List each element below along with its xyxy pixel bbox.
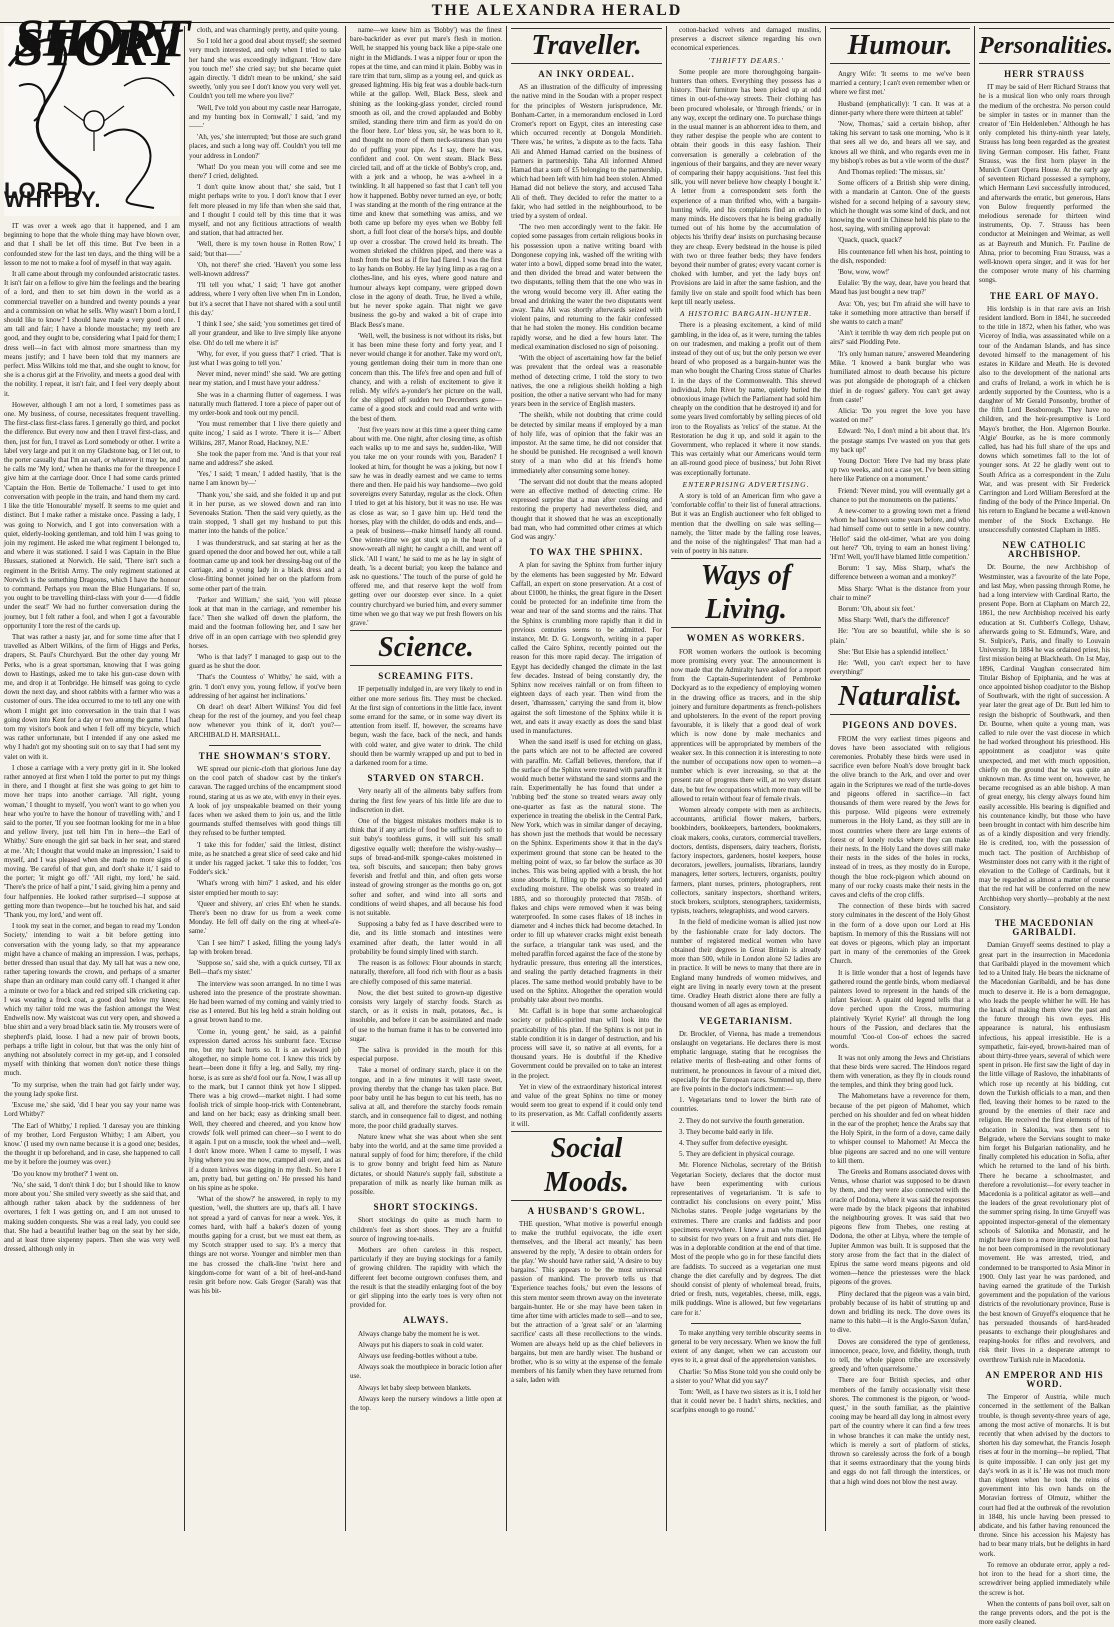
paragraph: FOR women workers the outlook is becoming more promising every year. The announcement is now made that the Admiralty have asked for a report from the Captain-Superintendent of Pembroke Dockyard as to the expediency of employing women in the drawing office as tracers, and in the ship joinery and furniture departments as french-polishers and upholsterers. In the event of the report proving favourable, it is likely that a good deal of work which is now done by male mechanics and apprentices will be appropriated by members of the weaker sex. In this connection it is interesting to note the number of occupations now open to women—a number which is ever increasing, so that at the present rate of progress there will, at no very distant date, be but few occupations which more man will be allowed to retain without fear of female rivals. xyxy=(671,647,821,803)
husbands-growl-article xyxy=(511,1220,662,1386)
paragraph: Ava: 'Oh, yes; but I'm afraid she will have to take it something more attractive than herself if she wants to catch a man!' xyxy=(830,299,970,327)
paragraph: Doves are considered the type of gentleness, innocence, peace, love, and fidelity, though, truth to tell, the whole pigeon tribe are excessively greedy and 'often quarrelsome.' xyxy=(830,1337,970,1374)
paragraph: She: 'But Elsie has a splendid intellect.' xyxy=(838,647,949,656)
paragraph: Borum: 'I say, Miss Sharp, what's the difference between a woman and a monkey?' xyxy=(830,564,970,582)
emperor-heading: AN EMPEROR AND HIS WORD. xyxy=(985,1369,1104,1390)
paragraph: FROM the very earliest times pigeons and doves have been associated with religious ceremonies. Probably these birds were used in sacrifice even before Noah's dove brought back the olive branch to the Ark, and over and over again in the Scriptures we read of the turtle-doves and pigeons offered in sacrifice—in fact thousands of them were reared by the Jews for this purpose. Wild pigeons were extremely numerous in the Holy Land, as they still are in most countries where there are large extents of forest or of lonely rocks where they can make their nests. In the Holy Land the doves still make their nests in the sides of the holes in rocks, instead of in trees, as they mostly do in Europe, though the blue rock-pigeon which abound on many of our rocky coasts make their nests in the caves and clefts of the crop cliffs. xyxy=(830,734,970,900)
paragraph: Always soak the mouthpiece in boracic lotion after use. xyxy=(350,1363,502,1381)
mayo-article xyxy=(979,305,1110,535)
paragraph: So I told her a good deal about myself; she seemed very much interested, and only when I tried to take her hand she was exceedingly indignant. 'How dare you touch me!' she cried say; but she became quiet again directly. 'I didn't mean to be unkind,' she said sweetly, 'only you see I don't know you very well yet. Couldn't you tell me where you live?' xyxy=(189,37,341,101)
paragraph: 'I'll tell you what,' I said; 'I have got another address, where I very often live when I'm in London, but it's a secret that I have not shared with a soul until this day.' xyxy=(189,281,341,317)
science-heading: Science. xyxy=(350,630,502,666)
paragraph: Mr. Caffall is in hope that some archaeological society or public-spirited man will look into the practicability of his plan. If the Sphinx is not put in stable condition it is in danger of destruction, and his process will save it, so native at all events, for a thousand years. He is doubtful if the Khedive Government could be prevailed on to take an interest in the project. xyxy=(511,1007,662,1080)
paragraph: And Thomas replied: 'The missus, sir.' xyxy=(838,168,946,177)
vegetarianism-article xyxy=(671,1030,821,1318)
archbishop-article xyxy=(979,563,1110,913)
paragraph: When the sand itself is used for etching on glass, the parts which are not to be affected are covered with paraffin. Mr. Caffall believes, therefore, that if the surface of the Sphinx were treated with paraffin it would much better withstand the sand storms and the rain. Experimentally he has found that under a 'rubbing bed' the stone so treated wears away only one-quarter as fast as the natural stone. The experience in treating the obelisk in the Central Park, New York, which was in similar danger of decaying, has shown just the methods that would be necessary on the Sphinx. Experiments show it that in the day's experiment ground that stone can be heated to the melting point of wax, so far below the surface as 30 inches. This was being applied with a brush, the hot stone absorbs it, filling up the pores completely and excluding moisture. The obelisk was so treated in 1885, and so thoroughly protected that 785lb. of flakes and chips were removed when it was being waterproofed. In some cases flakes of 18 inches in diameter and 4 inches thick had become detached. In order to fill up whatever cracks might exist beneath the surface, a triangular tank was used, and the melted paraffin forced against the face of the stone by hydraulic pressure, thus entering all the interstices, and sealing the partly detached fragments in their places. The same method would probably have to be used on the Sphinx. Altogether the operation would probably take about two months. xyxy=(511,738,662,1004)
stockings-heading: SHORT STOCKINGS. xyxy=(373,1202,479,1213)
always-article xyxy=(350,1330,502,1414)
story-author: LORD WHITBY. xyxy=(4,177,102,212)
paragraph: Young Doctor: 'Here I've had my brass plate up two weeks, and not a case yet. I've been sitting here like Patience on a monument.' xyxy=(830,456,970,484)
paragraph: A plan for saving the Sphinx from further injury by the elements has been suggested by Mr. Edward Caffall, an expert on stone preservation. At a cost of about £1000, he thinks, the great figure in the Desert could be protected for an indefinite time from the wear and tear of the sand storms and the rains. That the Sphinx is crumbling more rapidly than it did in previous centuries seems to be admitted. For instance, Mr. D. G. Longworth, writing in a paper called the Cairo Sphinx, recently pointed out the reason for this more rapid decay. The irrigation of Egypt has decidedly changed the climate in the last few decades. Instead of being constantly dry, the Sphinx now receives rainfall or on from fifteen to eighteen days of each year. Then wind from the desert, 'dhamsssen,' carrying the sand from it, blow against the soft limestone of the Sphinx while it is wet, and eats it away exactly as does the sand blast used in manufactures. xyxy=(511,561,662,736)
paragraph: 'Why, for ever, if you guess that?' I cried. 'That is just what I was going to tell you.' xyxy=(189,349,341,367)
inky-ordeal-article xyxy=(511,83,662,542)
paragraph: Nature knew what she was about when she sent baby into the world, and at the same time provided a natural supply of food for him; therefore, if the child is to grow bonny and bright feed him as Nature dictates, or should Nature's supply fail, substitute a preparation of milk as nearly like human milk as possible. xyxy=(350,1132,502,1196)
paragraph: Eulalie: 'By the way, dear, have you heard that Maud has just bought a new trap?' xyxy=(830,279,970,297)
paragraph: Mothers are often careless in this respect, particularly if they are buying stockings for a family of growing children. The rapidity with which the different feet become outgrown confuses them, and the result is that the steadily enlarging foot of the boy or girl slipping into the early toes is very often not provided for. xyxy=(350,1245,502,1310)
paragraph: 'Thank you,' she said, and she folded it up and put it in her purse, as we slowed down and ran into Sevenoaks Station. 'Then the said very quietly, as the train stopped, 'I shall get my husband to put this matter into the hands of the police.' xyxy=(189,490,341,536)
paragraph: Always let baby sleep between blankets. xyxy=(358,1383,472,1392)
paragraph: One of the biggest mistakes mothers make is to think that if any article of food be sufficiently soft to suit baby's toothless gums, it will suit his small digestive equally well; therefore the wishy-washy—sups of bread-and-milk sponge-cakes moistened in tea, soft biscuits, and saucepan; then baby grows feverish and fretful and thin, and often gets worse instead of growing stronger as the months go on, got softer and softer, and wind into all sorts and conditions of weird shapes, and all because his food is not suitable. xyxy=(350,817,502,918)
husbands-growl-heading: A HUSBAND'S GROWL. xyxy=(527,1205,646,1216)
paragraph: 'Can I see him?' I asked, filling the young lady's lap with broken bread. xyxy=(189,938,341,956)
paragraph: 1. Vegetarians tend to lower the birth rate of countries. xyxy=(671,1096,821,1114)
paragraph: 'The two men accordingly went to the fakir. He copied some passages from certain religious books in his possession upon a native writing board with Dongonese copying ink, washed off the writing with water into a bowl, dipped some bread into the water, and then divided the bread and water between the two disputants, telling them that the one who was in the wrong would become very ill. After eating the bread and drinking the water the two disputants went away. Taha Ali was shortly afterwards seized with violent pains, and returning to the fakir confessed that he had stolen the money. His condition became rapidly worse, and he died a few hours later. The medical examination disclosed no sign of poisoning. xyxy=(511,223,662,351)
thrifty-dears-article xyxy=(671,68,821,307)
advertising-heading: ENTERPRISING ADVERTISING. xyxy=(682,479,810,489)
paragraph: 'Queer and shivery, an' cries Eh! when he stands. There's been no draw for us from a week come Monday. He fell off daily on the ring at wheel-a'e-same.' xyxy=(189,899,341,936)
paragraph: Edward: 'No, I don't mind a bit about that. It's the postage stamps I've wasted on you that gets my back up!' xyxy=(830,427,970,454)
column-7 xyxy=(975,26,1114,1627)
paragraph: The Emperor of Austria, while much concerned in the settlement of the Balkan trouble, is though seventy-three years of age, among the most active of monarchs. It is but recently that when advised by the doctors to shorten his day somewhat, the Francis Joseph rises at four in the morning—he replied, 'That is quite impossible. I can only just get my day's work in as it is.' He was not much more than eighteen when he took the reins of government into his own hands on the Moravian fortress of Olmutz, whither the court had fled at the outbreak of the revolution in 1848, his uncle having been pressed to abdicate, and his father having renounced the throne. Since his accession his Majesty has had to bear many trials, but he delights in hard work. xyxy=(979,1393,1110,1558)
column-4 xyxy=(507,26,666,1531)
paragraph: 'You must remember that I live there quietly and quite incog,' I said as I wrote. 'There it is—' Albert Wilkins, 287, Manor Road, Hackney, N.E.' xyxy=(189,420,341,447)
paragraph: 'Bow, wow, wow!' xyxy=(838,268,890,277)
screaming-article xyxy=(350,685,502,768)
pigeons-article xyxy=(830,735,970,1487)
masthead: THE ALEXANDRA HERALD xyxy=(0,0,1114,23)
paragraph: Supposing a baby fed as I have described were to die, and its little stomach and intestines were examined after death, the latter would in all probability be found simply lined with starch. xyxy=(350,920,502,956)
paragraph: IT was over a week ago that it happened, and I am beginning to hope that the whole thing may have blown over, and that I shall be let off this time. But I've been in a confounded stew for the last ten days, and the thing will be a lesson to me not to make a fool of myself in that way again. xyxy=(4,222,180,267)
strauss-article xyxy=(979,83,1110,285)
paragraph: Oh dear! oh dear! Albert Wilkins! You did feel cheap for the rest of the journey, and you feel cheap now whenever you think of it, don't you?—ARCHIBALD H. MARSHALL. xyxy=(189,703,341,739)
paragraph: The Greeks and Romans associated doves with Venus, whose chariot was supposed to be drawn by them, and they were also connected with the oracle of Dodona, where it was said the responses were made by the black pigeons that inhabited the neighbouring groves. It was said that two pigeons flew from Thebes, one resting at Dodona, the other at Libya, where the temple of Jupiter Ammon was built. It is supposed that the story arose from the fact that in the dialect of Epirus the same word means pigeons and old women—hence the priestesses were the black pigeons of the groves. xyxy=(830,1167,970,1287)
traveller-heading: Traveller. xyxy=(511,28,662,64)
paragraph: Never mind, never mind!' she said. 'We are getting near my station, and I must have your address.' xyxy=(189,370,341,388)
paragraph: cloth, and was charmingly pretty, and quite young. xyxy=(197,26,339,34)
paragraph: Damian Gruyeff seems destined to play a great part in the insurrection in Macedonia that Garibaldi played in the movement which led to a United Italy. He bears the nickname of the Macedonian Garibaldi, and he has done much to deserve it. He is a born demagogue, who leads the people whither he will. He has the knack of making them view the past and the future through his own eyes. His appearance is natural, his enthusiasm infectious, his appeal irresistible. He is a sympathetic, fair-eyed, brown-haired man of about thirty-three years, several of which were spent in prison. He first saw the light of day in the little village of Raslovo, the inhabitants of which rose up recently at his bidding, cut down the Turkish officials to a man, and then fled, leaving their homes to be razed to the ground by the enemies of their race and religion. He received the first elements of his education in Salonika, was then sent to Belgrade, where the Servians sought to make him forget his Bulgarian nationality, and he finally completed his education in Sofia, after which he returned to the land of his birth. There he became a schoolmaster, and therefore a revolutionist—for every teacher in Macedonia is a political agitator as well—and the leaders of the great revolutionary plot of the summer spring rising. In time Gruyeff was appointed inspector-general of the elementary schools of Salonika and Monastir, and he might have risen to a more important post had he not been compromised in the revolutionary movement. He was arrested, tried, and condemned to be transported to Asia Minor in 1900. Only last year he was pardoned, and having earned the gratitude of the Turkish government and the population of the various districts of the revolutionary province, Ruse is the best known of Gruyeff's eloquence that he has persuaded thousands of hard-headed peasants to exchange their ploughshares and reaping-hooks for rifles and revolvers, and risk their lives in a desperate attempt to overthrow Turkish rule in Macedonia. xyxy=(979,941,1110,1364)
historic-bargain-article xyxy=(671,321,821,477)
paragraph: His countenance fell when his host, pointing to the dish, responded: xyxy=(830,247,970,265)
paragraph: The Mahometans have a reverence for them, because of the pet pigeon of Mahomet, which perched on his shoulder and fed on wheat hidden in the ear of the prophet; hence the Arabs say that the Holy Spirit, in the form of a dove, came daily to whisper counsel to Mahomet! At Mecca the blue pigeons are sacred and no one will venture to kill them. xyxy=(830,1092,970,1165)
women-workers-heading: WOMEN AS WORKERS. xyxy=(686,633,806,644)
story-continuation xyxy=(189,26,341,740)
garibaldi-article xyxy=(979,941,1110,1364)
paragraph: To make anything very terrible obscurity seems in general to be very necessary. When we know the full extent of any danger, when we can accustom our eyes to it, a great deal of the apprehension vanishes. xyxy=(671,1328,821,1365)
short-story-title-art xyxy=(4,8,190,216)
paragraph: 'Just five years now at this time a queer thing came about with me. One night, after closing time, as oftish each walks up to me and says he, sudden-like, 'Will you take me on your rounds with you, Baraden? I looked at him, for thought he was a joking, but now I saw he was in deadly earnest and we came to terms there and then. He paid his way handsome—two gold sovereigns every Saturday, regular as the clock. Often I tried to get at his history, but it was no use. He was as close as war, so I gave him up. He'd tend the horses, play with the childer, do odds and ends, and—a peak of business—make himself handy all round. One winter-time we got stuck up in the heart of a snow-wreath all night; he caught a chill, and went off slick. 'All I want,' he said to me as he lay in sight of death, 'is a decent burial; you keep the balance and ask no questions.' The touch of the purse of gold he offered me, and that reserve kept the wolf from getting over our doorstep ever since. In a quiet country churchyard we buried him, and every summer time when we go that way we put fresh flowers on his grave.' xyxy=(350,425,503,627)
starved-article xyxy=(350,787,502,1197)
paragraph: 5. They are deficient in physical courage. xyxy=(679,1150,795,1159)
wax-sphinx-heading: TO WAX THE SPHINX. xyxy=(529,547,644,558)
paragraph: Always keep the nursery windows a little open at the top. xyxy=(350,1394,502,1413)
paragraph: His lordship is in that rare avis an Irish resident landlord. Born in 1841, he succeeded to the title in 1872, when his father, who was Viceroy of India, was assassinated while on a tour of the Andaman Islands, and has since devoted himself to the management of his estates in Kildare and Meath. He is devoted also to the development of the national arts and crafts of Ireland, a work in which he is ardently supported by the Countess, who is a daughter of Mr Gerald Ponsonby, brother of the fifth Lord Bessborough. They have no children, and the heir-presumptive is Lord Mayo's brother, the Hon. Algernon Bourke. 'Algie' Bourke, as he is more commonly called, has had his full share of the ups and downs which sometimes fall to the lot of younger sons. At 22 he gladly went out to South Africa as a correspondent in the Zulu War, and was present with Sir Frederick Carrington and Lord William Beresford at the finding of the body of the Prince Imperial. On his return to England he became a well-known member of the Stock Exchange. He unsuccessfully contested Clapham in 1885. xyxy=(979,304,1110,534)
paragraph: However, although I am not a lord, I sometimes pass as one. My business, of course, necessitates frequent travelling. The first-class first-class fares. I generally go third, and pocket the difference. But every now and then I travel first-class, and then, just for fun, I travel as Lord somebody or other. I write a label very large and put it on my Gladstone bag, or I let out, to the porter casually that I'm an earl, or whatever it may be, and he calls me 'My lord,' when he thanks me for the threepence I give him at the carriage door. Once I had some cards printed 'Captain the Hon. Bertie de Tollemache.' I used to get into conversation with people in the train, and hand them my card. I like the title 'Honourable' myself. It seems to me quiet and distinct. But I make rather a mistake once. Passing a lady, I was going to Norwich, and I got into conversation with a quiet, elderly-looking gentleman, and told him I was going to join my regiment. He asked me what regiment I belonged to, and where it was stationed. I said I was Captain in the Blue Hussars, stationed at Norwich. He said, 'There isn't such a regiment in the British Army. The only regiment stationed at Norwich is the something Dragoons, which I have the honour to command. Perhaps you mean the Blue Hungarians. If so, you ought to be travelling third-class with your d——d fiddle under the seat!' We had no further conversation during the journey, but I felt rather a fool, and when I got a favourable opportunity I tore the rest of the cards up. xyxy=(4,400,180,630)
paragraph: Alicia: 'Do you regret the love you have wasted on me?' xyxy=(830,406,970,425)
showman-story xyxy=(189,765,341,1296)
paragraph: 'That's the Countess o' Whitby,' he said, with a grin. 'I don't envy you, young fellow, if you've been addressing of her against her inclinations.' xyxy=(189,673,341,700)
divider xyxy=(209,745,321,746)
paragraph: 4. They suffer from defective eyesight. xyxy=(679,1138,788,1147)
paragraph: AS an illustration of the difficulty of impressing the native mind in the Soudan with a proper respect for the principles of Western jurisprudence, Mr. Bonham-Carter, in a memorandum enclosed in Lord Cromer's report on Egypt, cites an interesting case which occurred recently at Dongola Mondirieh. 'There was,' he writes, 'a dispute as to the facts. Taha Ali and Ahmed Hamad carried on the business of partners in partnership. Taha Ali informed Ahmed Hamad that a sum of £5 belonging to the partnership, which had been left with him had been stolen. Ahmed Hamad did not believe the story, and accused Taha Ali of theft. They decided to refer the matter to a fakir, who had settled in the neighbourhood, to be tried by a system of ordeal. xyxy=(511,83,662,221)
garibaldi-heading: THE MACEDONIAN GARIBALDI. xyxy=(994,918,1095,938)
paragraph: Husband (emphatically): 'I can. It was at a dinner-party where there were thirteen at table!' xyxy=(830,99,970,117)
paragraph: 'What! Do you mean you will come and see me there?' I cried, delighted. xyxy=(189,162,341,181)
paragraph: 'The servant did not doubt that the means adopted were an effective method of detecting crime. He expressed surprise that a man after confessing and restoring the property had nevertheless died, and thought that it showed that he was an exceptionally bad man, who had committed other crimes at which God was angry.' xyxy=(511,477,662,541)
paragraph: 'The Earl of Whitby,' I replied. 'I daresay you are thinking of my brother, Lord Ferguston Whitby; I am Albert, you know.' (I used my own name because it is a good one; besides, the thought it up beforehand, and in case, she happened to call me by it before the journey was over.) xyxy=(4,1121,180,1167)
paragraph: 'Yes,' I said; 'I mean,' I added hastily, 'that is the name I am known by—' xyxy=(189,470,341,488)
personalities-heading: Personalities. xyxy=(979,28,1110,64)
stockings-article xyxy=(350,1216,502,1310)
archbishop-heading: NEW CATHOLIC ARCHBISHOP. xyxy=(1002,539,1087,560)
screaming-heading: SCREAMING FITS. xyxy=(378,671,474,682)
paragraph: 'Oh, not there!' she cried. 'Haven't you some less well-known address?' xyxy=(189,260,341,279)
historic-bargain-heading: A HISTORIC BARGAIN-HUNTER. xyxy=(679,309,813,319)
paragraph: THE question, 'What motive is powerful enough to make the truthful equivocate, the idle exert themselves, and the liberal act meanly,' has been answered by the reply, 'A desire to obtain orders for the play.' We should have rather said, 'A desire to buy bargains.' This appears to be the most universal passion of mankind. The proverb tells us that 'Experience teaches fools,' but even the lessons of this stern mentor seem thrown away on the inveterate bargain-hunter. He or she may have been taken in time after time with articles made to sell—and to see, but the attraction of a 'great sale' or an 'alarming sacrifice' casts all these recollections to the winds. Women are always held up as the chief believers in bargains, but men are hardly wiser. The husband or brother, who is so witty at the expense of the female members of his family when they have returned from a sale, laden with xyxy=(511,1219,662,1385)
starved-heading: STARVED ON STARCH. xyxy=(367,773,485,784)
paragraph: He: 'Well, you can't expect her to have everything!' xyxy=(830,658,970,677)
paragraph: I was thunderstruck, and sat staring at her as the guard opened the door and bowed her out, while a tall footman came up and took her dressing-bag out of the carriage, and a young lady in a black dress and a close-fitting bonnet joined her on the platform from some other part of the train. xyxy=(189,538,341,593)
paragraph: 'Parker and William,' she said, 'you will please look at that man in the carriage, and remember his face.' Then she walked off down the platform, the maid and the footman following her, and I saw her drive off in an open carriage with two splendid grey horses. xyxy=(189,595,341,650)
paragraph: She was in a charming flutter of eagerness. I was naturally much flattered. I tore a piece of paper out of my order-book and took out my pencil. xyxy=(189,390,341,417)
paragraph: The reason is as follows: Flour abounds in starch; naturally, therefore, all food rich with flour as a basis are chiefly composed of this same material. xyxy=(350,959,502,986)
paragraph: There are four British species, and other members of the family occasionally visit these shores. The commonest is the pigeon, or 'wood-quest,' in the south familiar, as the plaintive cooing may be heard all day long in almost every part of the country where it can find a few trees in whose branches it can make the untidy nest, which is merely a sort of platform of sticks, thrown so carelessly across the fork of a bough that it seems extraordinary that the young birds and eggs do not fall through the interstices, or that a high wind does not blow the nest away. xyxy=(830,1376,970,1486)
paragraph: It is little wonder that a host of legends have gathered round the gentle birds, whom mediaeval painters loved to represent in the hands of the infant Saviour. A quaint old legend tells that a dove perched upon the Cross, murmuring plaintively 'Kyrie! Kyrie!' all through the long hours of the Passion, and declares that the mournful 'Coo-ol Coo-ol' echoes the sacred words. xyxy=(830,968,970,1051)
women-workers-article xyxy=(671,648,821,1011)
paragraph: It all came about through my confounded aristocratic tastes. It isn't fair on a fellow to give him the feelings and the bearing of a lord, and then to set him down in the world as a commercial traveller on a hundred and twenty pounds a year and a commission on what he sells. Why wasn't I born a lord, I should like to know? I should have made a very good one. I am tall and fair; I have a blonde moustache; my teeth are good, and they ought to be, considering what I paid for them; I dress well—in fact with almost more smartness than my means justify; and I have been told that my manners are perfect. Miss Wilkins told me that, and she ought to know, for she is a chorus girl at the Frivolity, and meets a good deal with the nobility. I repeat, it isn't fair, and I feel very deeply about it. xyxy=(4,270,180,398)
paragraph: She took the paper from me. 'And is that your real name and address?' she asked. xyxy=(189,449,341,467)
paragraph: He: 'You are so beautiful, while she is so plain.' xyxy=(830,627,970,645)
paragraph: The connection of these birds with sacred story culminates in the descent of the Holy Ghost in the form of a dove upon our Lord at His baptism. In memory of this the Russians will not eat doves or pigeons, which play an important part in many of the ceremonies of the Greek Church. xyxy=(830,902,970,966)
paragraph: Angry Wife: 'It seems to me we've been married a century; I can't even remember when or where we first met.' xyxy=(830,70,970,97)
paragraph: 'Well, well, the business is not without its risks, but it has been mine these forty and forty year, and I never would change it for another. Take my word on't, young gentleman doing their turn in more than one concern than this. The life's free and open and full of chancy, and with a relish of excitement to give it relish. My wife's a-yonder's her picture on the wall, for she slipped off sudden two Decembers gone—came of a good stock and could read and write with the best of them. xyxy=(350,331,502,423)
paragraph: 'Quack, quack, quack?' xyxy=(838,236,903,245)
paragraph: 3. They become bald early in life. xyxy=(679,1127,774,1136)
paragraph: 'Well, I've told you about my castle near Harrogate, and my hunting box in Cornwall,' I said, 'and my——' xyxy=(189,103,341,131)
column-6 xyxy=(826,26,974,1531)
humour-jokes xyxy=(830,70,970,677)
paragraph: 'The sheikh, while not doubting that crime could be detected by similar means if employed by a man of holy life, was of opinion that the fakir was an impostor. At the same time, he did not consider that he should be punished. He recognised a well known story of a man who did at his friend's home immediately after consuming some honey. xyxy=(511,411,662,475)
paragraph: 'Ain't it terrible th way dem rich people put on airs?' said Plodding Pete. xyxy=(830,329,970,347)
column-1 xyxy=(0,8,190,1531)
paragraph: Some officers of a British ship were dining, with a mandarin at Canton. One of the guests wished for a second helping of a savoury stew, which he thought was some kind of duck, and not knowing the word in Chinese held his plate to the host, saying, with smiling approval: xyxy=(830,179,970,234)
paragraph: Some people are more thoroughgoing bargain-hunters than others. Everything they possess has a history. Their furniture has been picked up at odd times in out-of-the-way streets. Their clothing has been procured wholesale, or 'through friends,' or in any way, except the ordinary one. To purchase things in the usual manner is an abhorrent idea to them, and they rather despise the people who are content to obtain their goods in this easy fashion. Their conversation is generally a celebration of the ingenious of their bargains, and they are never weary of comparing their happy acquisitions. 'Just feel this silk, you will never believe how cheaply I bought it.' A letter from a correspondent sets forth the experience of a man thrifted who, with a bargain-hunting wife, and his complaints find an echo in many minds. He discovers that he is being gradually turned out of his home by the accumulation of objects his 'thrifty dear' insists on purchasing because they are cheap. Every bedstead in the house is piled with two or three feather beds; they have fenders beyond their number of grates; every vacant corner is choked with lumber, and yet the lady buys on! Provisions are laid in after the same fashion, and the family live on stale and spoilt food which has been kept till nearly useless. xyxy=(671,67,821,306)
paragraph: IT may be said of Herr Richard Strauss that he is a musical lion who only roars through the medium of the orchestra. No person could be simpler in tastes or in manner than the creator of 'Ein Heldenleben.' Although he has only completed his thirty-ninth year lately, Strauss has long been regarded as the greatest living German composer. His father, Franz Strauss, was the first horn player in the Munich Court Opera House. At the early age of seventeen Richard possessed a symphony, which Hermann Levi successfully introduced, and afterwards the erratic, but generous, Hans von Bulow frequently performed the melodious serenade for thirteen wind instruments, Op. 7. Strauss has been conductor at Meiningen and Weimar, as well as at Bayreuth and Munich. Fr. Pauline de Ahna, prior to becoming Frau Strauss, was a well-known opera singer, and it was for her the composer wrote many of his charming songs. xyxy=(979,83,1110,285)
paragraph: A story is told of an American firm who gave a 'comfortable coffin' to their list of funeral attractions. But it was an English auctioneer who felt obliged to mention that the dwelling on sale was selling—namely, the 'litter made by the falling rose leaves, and the noise of the nightingales!' That man had a vein of poetry in his nature. xyxy=(671,491,821,556)
paragraph: 'With the object of ascertaining how far the belief was prevalent that the ordeal was a reasonable method of detecting crime, I told the story to two natives, the one a religious sheikh holding a high position, the other a native servant who had for many years been in the service of English masters. xyxy=(511,354,662,409)
paragraph: 'Ah, yes,' she interrupted; 'but those are such grand places, and such a long way off. Couldn't you tell me your address in London?' xyxy=(189,133,341,160)
story-body xyxy=(4,222,180,1254)
paragraph: 'No,' she said, 'I don't think I do; but I should like to know more about you.' She smiled very sweetly as she said that, and although rather taken aback by the suddenness of her overtures, I felt I was getting on, and I am not unused to making sudden conquests. She was a real lady, you could see that. She had a beautiful leather bag on the seat by her side, and at least three sixpenny papers. Then she was very well dressed, although only in xyxy=(4,1180,180,1254)
paragraph: 'To my surprise, when the train had got fairly under way, the young lady spoke first. xyxy=(4,1080,180,1098)
paragraph: Women already compete with men as architects, accountants, artificial flower makers, barbers, bookbinders, bookkeepers, bartenders, bookmakers, cloak makers, cooks, curators, commercial travellers, doctors, dentists, dispensers, dairy teachers, florists, factory inspectors, gardeners, hostel keepers, house decorators, jewellers, journalists, librarians, laundry managers, letter sorters, lecturers, organists, poultry farmers, plant nurses, printers, photographers, rent collectors, sanitary inspectors, shorthand writers, stock brokers, sculptors, stenographers, taxidermists, typists, teachers, telegraphists, and wood carvers. xyxy=(671,806,821,916)
advertising-article xyxy=(671,492,821,556)
paragraph: Always change baby the moment he is wet. xyxy=(358,1329,480,1338)
paragraph: Dr. Bourne, the new Archbishop of Westminster, was a favourite of the late Pope, and last May, when passing through Rome, he had a long interview with Cardinal Rarto, the present Pope. Born at Clapham on March 22, 1861, the new Archbishop received his early education at St. Cuthbert's College, Ushaw, afterwards going to St. Edmund's, Ware, and St. Sulpice's, Paris, and finally to Louvain University. In 1884 he was ordained priest, his first mission being at Blackheath. On 1st May, 1896, Cardinal Vaughan consecrated him Titular Bishop of Epiphania, and he was at once appointed bishop coadjutor to the Bishop of Southwark, with the right of succession. A year later the great age of Dr. Butt led him to resign the bishopric of Southwark, and then Dr. Bourne, when quite a young man, was called to rule over the vast diocese in which he had worked throughout his priesthood. His appointment as coadjutor was quite unexpected, and met with much opposition, chiefly on the ground that he was quite an unknown man. As time went on, however, he became recognised as an able bishop. A man of great energy, his clergy always found him easily accessible. His bearing is dignified and his countenance kindly, but those who have been brought in contact with him describe him as of a kindly disposition and very friendly. He is credited, too, with the possession of much tact. The position of Archbishop of Westminster does not carry with it the right of elevation to the College of Cardinals, but it may be regarded as almost a matter of course that the red hat will be conferred on the new Archbishop very shortly—probably at the next Consistory. xyxy=(979,563,1110,912)
social-moods-heading: Social Moods. xyxy=(511,1131,662,1201)
paragraph: I took my seat in the corner, and began to read my 'London Society,' intending to wait a bit before getting into conversation with the young lady, so that my appearance might have a chance of making an impression. I was, perhaps, better dressed than usual that day. My tall hat was a new one, rather tapering towards the crown, and perhaps of a smarter shape than an ordinary man could carry off. I changed it after a minute or two for a black and red striped silk cricketing cap. I was wearing a frock coat, a good deal below my knees; which my tailor told me was the fashion amongst the West Endwells now. My waistcoat was cut very open, and showed a blue shirt and a very broad black satin tie. My trousers were of shepherd's plaid, loose. I had a new pair of brown boots, perhaps a trifle light in colour, but that was the only hint of anything not absolutely correct in my get-up, and I consoled myself with thinking that women don't notice these things much. xyxy=(4,922,180,1078)
paragraph: 'What's wrong with him?' I asked, and his elder sister emptied her mouth to say: xyxy=(189,879,341,897)
paragraph: 'What of the show?' he answered, in reply to my question, 'well, the shutters are up, that's all. I have not spread a yard of canvas for near a week. Yes, it comes hard, with half a baker's dozen of young mouths gaping for a crust, but we must eat them, as my Scotch strapper used to say. It's a mercy that things are not worse. Younger and nimbler men than me has crossed the chalk-line 'twixt here and kingdom-come for want of a bit of heel-and-hand resin grit before now. Gals Gregor (Sarah) was that was his bit- xyxy=(189,1195,341,1296)
paragraph: The saliva is provided in the mouth for this especial purpose. xyxy=(350,1045,502,1064)
thrifty-dears-heading: 'THRIFTY DEARS.' xyxy=(708,55,784,65)
paragraph: Take a morsel of ordinary starch, place it on the tongue, and in a few minutes it will taste sweet, proving thereby that the change has taken place. But poor baby until he has begun to cut his teeth, has no saliva at all, and therefore the starchy foods remain starch, and in consequence fail to digest, and nothing more, the poor child gradually starves. xyxy=(350,1066,502,1130)
paragraph: Miss Sharp: 'Well, that's the difference!' xyxy=(838,616,950,625)
paragraph: In the field of medicine woman is allied just now by the fashionable craze for lady doctors. The number of registered medical women who have obtained their degrees in Great Britain is already more than 500, while in London alone 52 ladies are in practice. It will be news to many that there are in England many hundreds of women midwives, and eight are living in nearly every town at the present time. Oradley Heath district alone there are fully a thousand women of all ages as employed. xyxy=(671,918,821,1010)
bargain-continuation xyxy=(671,26,821,54)
paragraph: Tom: 'Well, as I have two sisters as it is, I told her that it could never be. I hadn't shirts, neckties, and scarfpins enough to go round.' xyxy=(671,1388,821,1415)
paragraph: When the contents of pans boil over, salt on the range prevents odors, and the pot is the more easily cleaned. xyxy=(979,1599,1110,1627)
paragraph: Miss Sharp: 'What is the distance from your chair to mine?' xyxy=(830,584,970,602)
ways-of-living-heading: Ways of Living. xyxy=(671,558,821,628)
inky-ordeal-heading: AN INKY ORDEAL. xyxy=(538,69,635,79)
paragraph: 'I don't quite know about that,' she said, 'but I might perhaps write to you. I don't know that I ever felt more pleased in my life than when she said that, and I thought I could tell by this time that it was myself, and not any fictitious attractions of wealth and station, that had attracted her. xyxy=(189,183,341,238)
mayo-heading: THE EARL OF MAYO. xyxy=(989,290,1100,301)
paragraph: 'Excuse me,' she said, 'did I hear you say your name was Lord Whitby?' xyxy=(4,1101,180,1119)
paragraph: Always put his diapers to soak in cold water. xyxy=(358,1340,484,1349)
strauss-heading: HERR STRAUSS xyxy=(1004,69,1085,79)
paragraph: 'Well, there is my town house in Rotten Row,' I said; 'but that——' xyxy=(189,240,341,258)
closing-snippets xyxy=(671,1329,821,1416)
paragraph: 2. They do not survive the fourth generation. xyxy=(679,1116,805,1125)
showman-continuation xyxy=(350,26,502,628)
paragraph: To remove an obdurate error, apply a red-hot iron to the head for a short time, the screwdriver being applied immediately while the screw is hot. xyxy=(979,1560,1110,1597)
paragraph: 'I take this for fodder,' said the littlest, distinct mite, as he snatched a great slice of seed cake and hid it under his ragged jacket. 'I take this to fodder, 'cos Fodder's sick.' xyxy=(189,840,341,877)
paragraph: Dr. Brockler, of Vienna, has made a tremendous onslaught on vegetarians. He declares there is most emphatic language, stating that he recognises the relative merits of flesh-eating and other forms of nutriment, he pronounces in favour of a mixed diet, especially for the European races. Summed up, there are five points in the doctor's indictment:— xyxy=(671,1029,821,1093)
vegetarianism-heading: VEGETARIANISM. xyxy=(699,1015,793,1026)
humour-heading: Humour. xyxy=(830,28,970,64)
paragraph: 'Who is that lady?' I managed to gasp out to the guard as he shut the door. xyxy=(189,653,341,671)
paragraph: Yet in view of the extraordinary historical interest and value of the great Sphinx no time or money would seem too great to expend if it could only tend to its preservation, as Mr. Caffall confidently asserts it will. xyxy=(511,1082,662,1128)
paragraph: 'Suppose so,' said she, with a quick curtsey, 'I'll ax Bell—that's my sister.' xyxy=(189,959,341,977)
emperor-article xyxy=(979,1393,1110,1627)
paragraph: 'I think I see,' she said; 'you sometimes get tired of all your grandeur, and like to live simply like anyone else. Oh! do tell me where it is!' xyxy=(189,320,341,347)
showman-heading: THE SHOWMAN'S STORY. xyxy=(198,750,332,761)
paragraph: It was not only among the Jews and Christians that these birds were sacred. The Hindoos regard them with veneration, as they fly in clouds round the temples, and think they bring good luck. xyxy=(830,1053,970,1090)
paragraph: Now, the diet best suited to grown-up digestive consists very largely of starchy foods. Starch as starch, or as it exists in malt, potatoes, &c., is insoluble, and before it can be assimilated and made of use to the human frame it has to be converted into sugar. xyxy=(350,988,502,1043)
column-2 xyxy=(185,26,345,1531)
paragraph: I chose a carriage with a very pretty girl in it. She looked rather annoyed at first when I told the porter to put my things in there, and I thought at first she was going to get him to move her traps into another carriage. 'All right, young woman,' I thought to myself, 'you won't want to go when you hear who you're to have the honour of travelling with,' and I said to the porter, 'If you see footman looking for me in a blue and yellow livery, just tell him I'm in here—the Earl of Whitby.' Sure enough the girl sat back in her seat, and stared at me. 'Ah; I thought that would make an impression,' I said to myself, and I was pleased when she made no more signs of moving. 'Be careful of that gun, and don't shake it,' I said to the porter; 'it might go off.' 'All right, my lord,' he said. 'There's the price of half a pint,' I said, giving him a penny and four halfpennies. He looked rather surprised—I suppose at getting more than twopence—but he touched his hat, and said 'Thank you, my lord,' and went off. xyxy=(4,763,180,920)
paragraph: Always use feeding-bottles without a tube. xyxy=(358,1352,478,1361)
paragraph: Pliny declared that the pigeon was a vain bird, probably because of its habit of strutting up and down and bridling its neck. The dove owes its name to this habit—it is the Anglo-Saxon 'dufan,' to dive. xyxy=(830,1289,970,1335)
short-story-title: SHORT STORY xyxy=(14,8,190,78)
naturalist-heading: Naturalist. xyxy=(830,679,970,715)
wax-sphinx-article xyxy=(511,561,662,1128)
paragraph: Borum: 'Oh, about six feet.' xyxy=(838,604,916,613)
paragraph: 'Do you know my brother?' I went on. xyxy=(12,1169,119,1178)
paragraph: 'Come in, young gent,' he said, as a painful expression darted across his sunburnt face. 'Excuse me, but my back hurts so. It is an awkward job altogether, no simple home cot. I knew this trick by heart—been done it fifty a leg, and Sally, my ring-horse, is as sure as she'd fool our fa. Now, I was all up to the mark, but I cannot think yet how I slipped. There was a big crowd—market night. I had some foolish trick of simple hoop-trick with Contenebrant, and land on her back; easy as drinking small beer. Well, they cheered and cheered, and you know how crowds' folk well primed can cheer—so I went to do it again. I put on a muscle, took the wheel and—well, I don't know more. When I came to myself, I was lying where you see me now, cramped all over, and as if a dozen knives was digging in my flesh. So here I am, pretty bad, but getting on.' He pressed his hand on his spine as he spoke. xyxy=(189,1027,341,1192)
paragraph: 'Now, Thomas,' said a certain bishop, after taking his servant to task one morning, 'who is it that sees all we do, and hears all we say, and knows all we think, and who regards even me in my bishop's robes as but a vile worm of the dust?' xyxy=(830,120,970,165)
paragraph: That was rather a nasty jar, and for some time after that I travelled as Albert Wilkins, of the firm of Higgs and Perks, drapers, St. Paul's Churchyard. But the other day young Mr Perks, who is a great sportsman, knowing that I was going down to Hastings, asked me to take his gun-case down with me, and drop it at Tonbridge. He himself was going to cycle down the next day, and shoot rabbits with a farmer who was a customer of ours. The idea occurred to me to tell any one with whom I might get into conversation in the train that I was going down into Kent for a day or two among the game. I had torn my visitor's book and when I fell off my bicycle, which was rather unfortunate, but I intended if any one asked me why I hadn't got my shooting suit on to say that I had sent my valet on with it. xyxy=(4,632,180,761)
paragraph: Friend: 'Never mind, you will eventually get a chance to put the monuments on the patients.' xyxy=(830,486,970,504)
paragraph: A new-comer to a growing town met a friend whom he had known some years before, and who had himself come out to settle in a new country. 'Hello!' said the old-timer, 'what are you doing out here?' 'Oh, trying to earn an honest living.' 'H'm! Well, you'll have blamed little competition.' xyxy=(830,506,970,561)
pigeons-heading: PIGEONS AND DOVES. xyxy=(842,720,958,731)
always-heading: ALWAYS. xyxy=(402,1315,450,1326)
paragraph: Short stockings do quite as much harm to children's feet as short shoes. They are a fruitful source of ingrowing toe-nails. xyxy=(350,1216,502,1243)
column-5 xyxy=(667,26,825,1531)
divider xyxy=(691,1323,801,1324)
column-3 xyxy=(346,26,506,1531)
paragraph: There is a pleasing excitement, a kind of mild gambling, in the idea of, as it were, turning the tables on our tradesmen, and making a profit out of them instead of they out of us; but the only person we ever heard of who proposed as a bargain-hunter was the man who bought the Charing Cross statue of Charles I. in the days of the Commonwealth. This shrewd individual, John Rivet by name, quietly buried the obnoxious image (which the Parliament had sold him cheaply on the condition that he destroyed it) and for some years lived comfortably by selling pieces of old iron to the Royalists as 'relics' of the statue. At the Restoration he dug it up, and sold it again to the Government, who replaced it where it now stands. This was certainly what our Americans would term an all-round good piece of business,' but John Rivet was exceptionally fortunate. xyxy=(671,321,821,477)
paragraph: cotton-backed velvets and damaged muslins, preserves a discreet silence regarding his own economical experiences. xyxy=(671,26,821,53)
paragraph: WE spread our picnic-cloth that glorious June day on the cool patch of shadow cast by the tinker's caravan. The ragged urchins of the encampment stood round, staring at us as we ate, with envy in their eyes. A look of joy unspeakable beamed on their young faces when we asked them to join us, and the little gourmands stuffed themselves with good things till they refused to be further tempted. xyxy=(189,765,341,838)
paragraph: Mr. Florence Nicholas, secretary of the British Vegetarian Society, declares that the doctor must have been experimenting with curious representatives of vegetarianism. 'It is safe to contradict his conclusions on every point,' Miss Nicholas states. 'People judge vegetarians by the extremes. There are cranks and faddists and poor specimens everywhere. I knew a man who managed to subsist for two years on a fruit and nuts diet. He was in a deplorable condition at the end of that time. Most of the people who go in for these fanciful diets are faddists. To succeed as a vegetarian one must change the diet carefully and by degrees. The diet should consist of plenty of wholemeal bread, fruits, dried or fresh, nuts, vegetables, cheese, milk, eggs, milk puddings. Wine is allowed, but few vegetarians care for it.' xyxy=(671,1161,821,1317)
paragraph: IF perpetually indulged in, are very likely to end in either one more serious fits. They must be checked. At the first sign of contortions in the little face, invent some errand for the same, or in some way divert its attention from itself. If, however, the screams have begun, wash the face, back of the neck, and hands with cold water, and give water to drink. The child should then be warmly wrapped up and put to bed in a darkened room for a time. xyxy=(350,685,502,768)
paragraph: Very nearly all of the ailments baby suffers from during the first few years of his little life are due to indiscretion in diet. xyxy=(350,787,502,814)
paragraph: Charlie: 'So Miss Stone told you she could only be a sister to you? What did you say?' xyxy=(671,1367,821,1385)
paragraph: The interview was soon arranged. In no time I was ushered into the presence of the prostrate showman. He had been warned of my coming and vainly tried to rise as I entered. But his leg held a strain holding out a great brown hand to me. xyxy=(189,979,341,1025)
paragraph: 'It's only human nature,' answered Meandering Mike. 'I knowed a bank burglar who was humiliated almost to death because his picture was put alongside de photograph of a chicken thief in de rogues' gallery. You can't get away from caste!' xyxy=(830,349,970,404)
paragraph: name—we knew him as 'Bobby') was the finest bare-backrider as ever put mare's flesh in motion. Well, he snapped his young back like a pipe-stale one night in the Midlands. I was a nipper four or upon the ropes at the time, and can mind it plain. Bobby was in rare trim that turn, slimp as a young eel, and quick as greased lightning. His big feat was a double back-turn while at the gallop. Well, Black Bess, sleek and shining as the looking-glass yonder, circled round smooth as oil, and the crowd applauded and Bobby smiled, standing there trim and firm as you'd do on the floor here. Lor' bless you, sir, he was born to it, and thought no more of them neck-straness than you do of puffing your pipe. As I say, there he was, confident and cool. On went steam. Black Bess circled tail, and off at the tickle of Bobby's crop, and, with a jerk and a whoop, he was a-wheel in a twinkling. It all happened so fast that I can't tell you how it happened. Bobby never turned an eye, or both; I was standing at the month of the ring entrance at the time and knew that something was amiss, and we both came up before my eyes when we Bobby fell short, a full foot clear of the horse's hips, and double up over a crossbar. The crowd held its breath. The women shrieked the children piped, and there was a hush from the best as if fire had flared. I was the first to lay hands on Bobby. He lay lying limp as a rag on a clothes-line, and his eyes, where good nature and humour always kept company, were gripped down close in the agony of death. True, he lived a while, but he never spoke again. That night we gave business the go-by and waked a bit of crape into Black Bess's mane. xyxy=(350,26,502,329)
